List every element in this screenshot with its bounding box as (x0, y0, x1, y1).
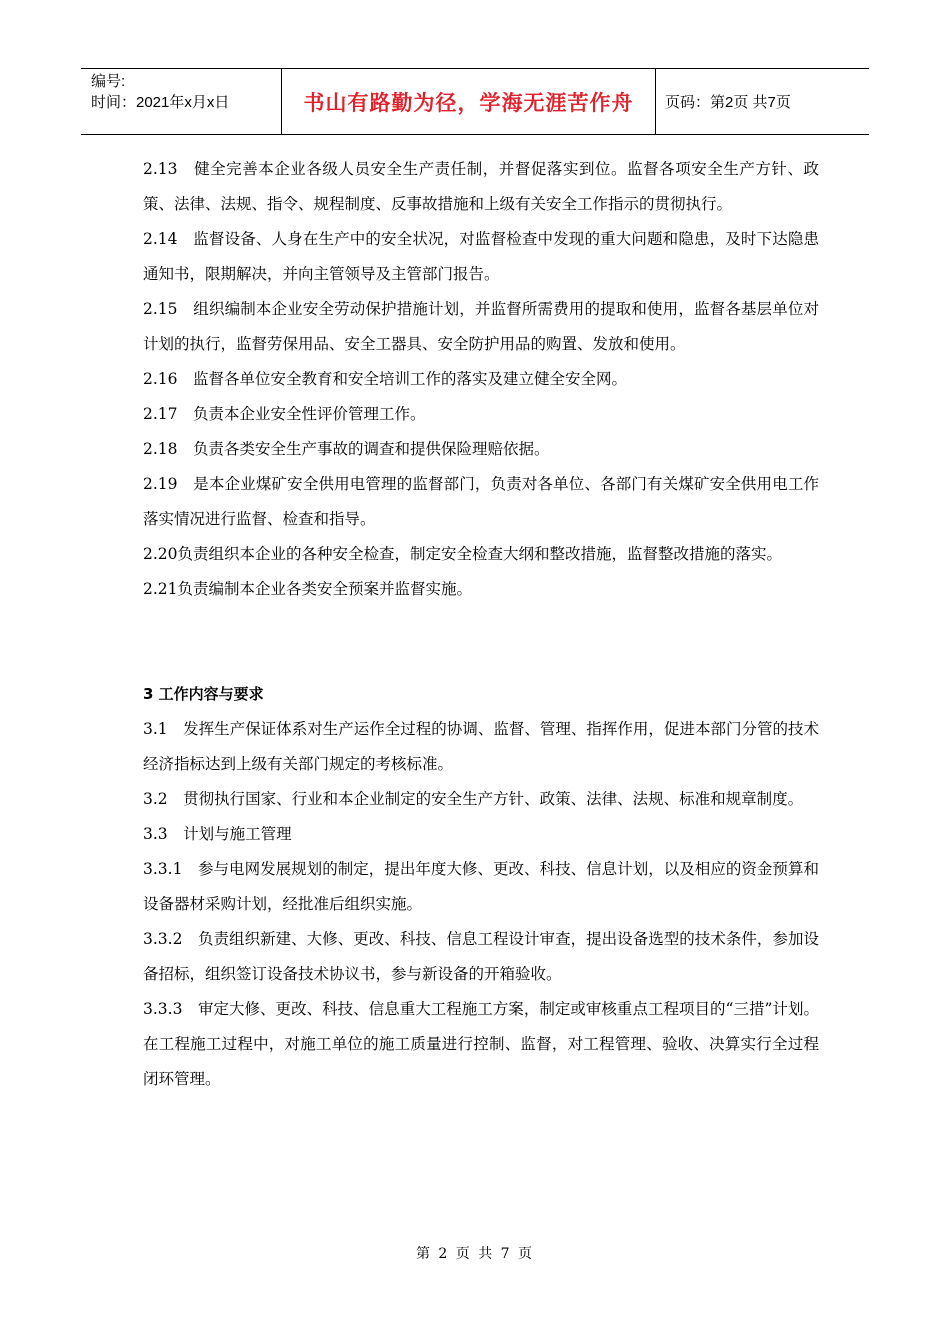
paragraph-2-13: 2.13 健全完善本企业各级人员安全生产责任制，并督促落实到位。监督各项安全生产方针、政策、法律、法规、指令、规程制度、反事故措施和上级有关安全工作指示的贯彻执行。 (143, 160, 819, 213)
document-body (143, 152, 819, 1097)
header-motto: 书山有路勤为径，学海无涯苦作舟 (303, 90, 634, 115)
header-motto-cell (281, 69, 656, 134)
paragraph-3-1: 3.1 发挥生产保证体系对生产运作全过程的协调、监督、管理、指挥作用，促进本部门分管的技术经济指标达到上级有关部门规定的考核标准。 (143, 720, 819, 773)
paragraph-2-21: 2.21负责编制本企业各类安全预案并监督实施。 (143, 580, 473, 598)
page-footer: 第 2 页 共 7 页 (415, 1246, 535, 1262)
document-number-label: 编号: (91, 73, 126, 90)
header-left-cell (81, 69, 281, 134)
paragraph-3-3-3: 3.3.3 审定大修、更改、科技、信息重大工程施工方案，制定或审核重点工程项目的“三措”计划。在工程施工过程中，对施工单位的施工质量进行控制、监督，对工程管理、验收、决算实行全过程闭环管理。 (143, 1000, 819, 1088)
paragraph-3-3-1: 3.3.1 参与电网发展规划的制定，提出年度大修、更改、科技、信息计划，以及相应的资金预算和设备器材采购计划，经批准后组织实施。 (143, 860, 819, 913)
paragraph-2-14: 2.14 监督设备、人身在生产中的安全状况，对监督检查中发现的重大问题和隐患，及时下达隐患通知书，限期解决，并向主管领导及主管部门报告。 (143, 230, 819, 283)
paragraph-2-20: 2.20负责组织本企业的各种安全检查，制定安全检查大纲和整改措施，监督整改措施的落实。 (143, 545, 783, 563)
section-3-heading: 3 工作内容与要求 (143, 685, 264, 703)
paragraph-3-2: 3.2 贯彻执行国家、行业和本企业制定的安全生产方针、政策、法律、法规、标准和规章制度。 (143, 790, 804, 808)
paragraph-2-19: 2.19 是本企业煤矿安全供用电管理的监督部门，负责对各单位、各部门有关煤矿安全供用电工作落实情况进行监督、检查和指导。 (143, 475, 819, 528)
section-spacer (143, 607, 819, 677)
page-header (81, 68, 869, 135)
header-page-cell (656, 69, 869, 134)
paragraph-2-17: 2.17 负责本企业安全性评价管理工作。 (143, 405, 426, 423)
paragraph-2-15: 2.15 组织编制本企业安全劳动保护措施计划，并监督所需费用的提取和使用，监督各基层单位对计划的执行，监督劳保用品、安全工器具、安全防护用品的购置、发放和使用。 (143, 300, 819, 353)
document-date: 时间：2021年x月x日 (91, 94, 230, 111)
paragraph-2-16: 2.16 监督各单位安全教育和安全培训工作的落实及建立健全安全网。 (143, 370, 628, 388)
paragraph-3-3: 3.3 计划与施工管理 (143, 825, 292, 843)
header-page-info: 页码：第2页 共7页 (665, 94, 791, 111)
paragraph-2-18: 2.18 负责各类安全生产事故的调查和提供保险理赔依据。 (143, 440, 550, 458)
paragraph-3-3-2: 3.3.2 负责组织新建、大修、更改、科技、信息工程设计审查，提出设备选型的技术条件，参加设备招标，组织签订设备技术协议书，参与新设备的开箱验收。 (143, 930, 819, 983)
